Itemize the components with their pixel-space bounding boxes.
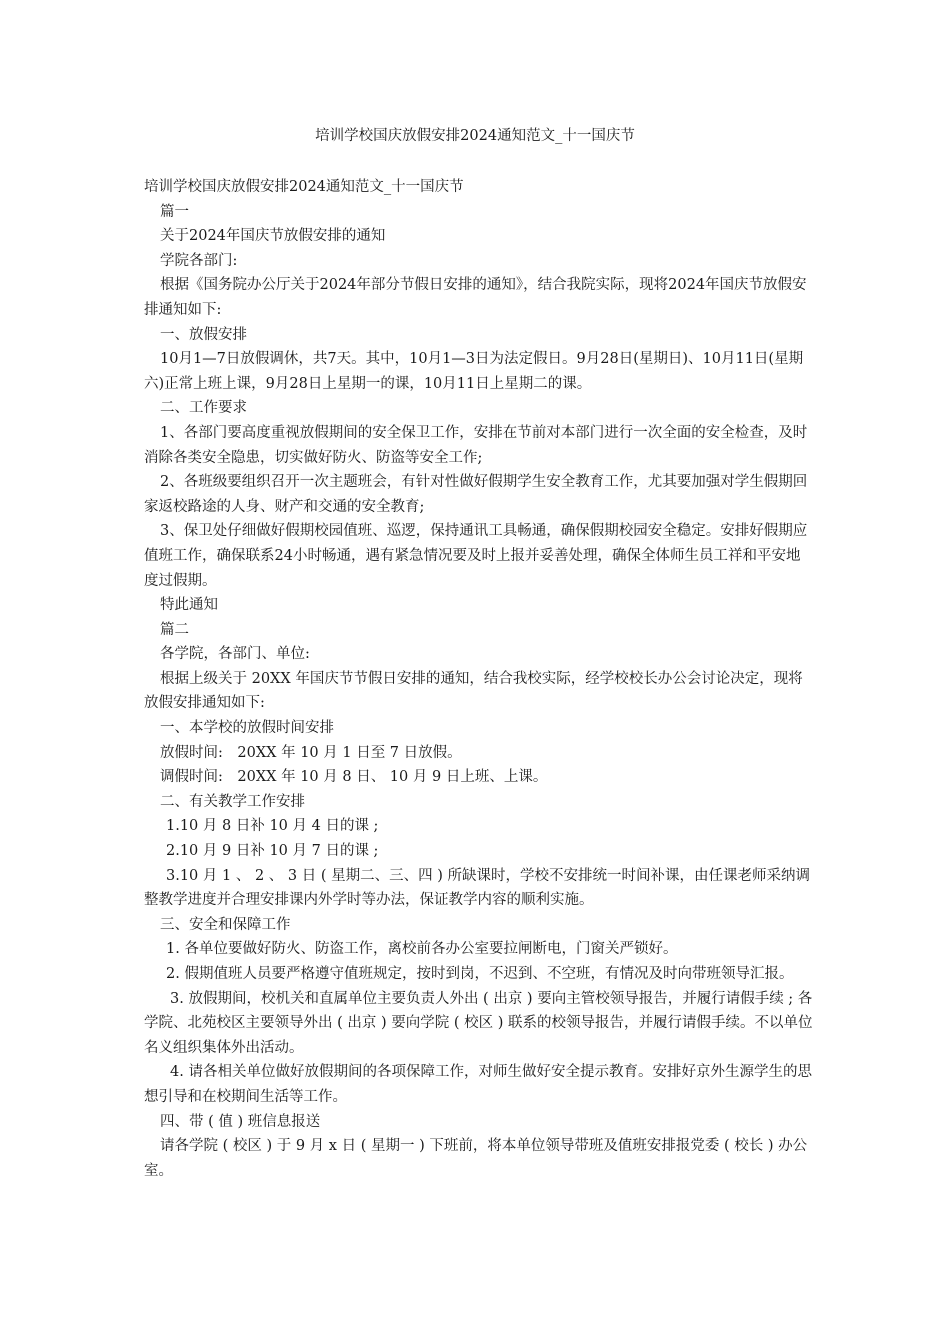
section-heading: 二、工作要求 — [160, 400, 247, 417]
paragraph: 4. 请各相关单位做好放假期间的各项保障工作，对师生做好安全提示教育。安排好京外生源学生的思想引导和在校期间生活等工作。 — [144, 1064, 812, 1105]
paragraph: 2、各班级要组织召开一次主题班会，有针对性做好假期学生安全教育工作，尤其要加强对学生假期回家返校路途的人身、财产和交通的安全教育; — [144, 474, 808, 515]
section-heading: 一、放假安排 — [160, 326, 247, 343]
paragraph: 调假时间: 20XX 年 10 月 8 日、 10 月 9 日上班、上课。 — [160, 769, 548, 786]
paragraph: 2.10 月 9 日补 10 月 7 日的课 ; — [166, 843, 379, 860]
paragraph: 1.10 月 8 日补 10 月 4 日的课 ; — [166, 818, 379, 835]
paragraph: 请各学院 ( 校区 ) 于 9 月 x 日 ( 星期一 ) 下班前，将本单位领导带班及值班安排报党委 ( 校长 ) 办公室。 — [144, 1138, 808, 1179]
section-heading: 四、带 ( 值 ) 班信息报送 — [160, 1113, 321, 1130]
paragraph: 学院各部门: — [160, 252, 238, 269]
section-heading: 三、安全和保障工作 — [160, 916, 291, 933]
paragraph: 根据《国务院办公厅关于2024年部分节假日安排的通知》，结合我院实际，现将2024年国庆节放假安排通知如下: — [144, 277, 807, 318]
section-heading: 一、本学校的放假时间安排 — [160, 720, 334, 737]
section-heading: 二、有关教学工作安排 — [160, 793, 305, 810]
paragraph: 3.10 月 1 、 2 、 3 日 ( 星期二、三、四 ) 所缺课时，学校不安排统一时间补课，由任课老师采纳调整教学进度并合理安排课内外学时等办法，保证教学内容的顺利实施。 — [144, 867, 810, 909]
paragraph: 2. 假期值班人员要严格遵守值班规定，按时到岗，不迟到、不空班，有情况及时向带班领导汇报。 — [166, 966, 794, 982]
paragraph: 关于2024年国庆节放假安排的通知 — [160, 228, 386, 245]
paragraph: 1. 各单位要做好防火、防盗工作，离校前各办公室要拉闸断电，门窗关严锁好。 — [166, 941, 678, 958]
paragraph: 1、各部门要高度重视放假期间的安全保卫工作，安排在节前对本部门进行一次全面的安全检查，及时消除各类安全隐患，切实做好防火、防盗等安全工作; — [144, 424, 808, 466]
paragraph: 3. 放假期间，校机关和直属单位主要负责人外出 ( 出京 ) 要向主管校领导报告，并履行请假手续 ; 各学院、北苑校区主要领导外出 ( 出京 ) 要向学院 ( 校区 ) 联系的校领导报告，并履行请假手续。不以单位名义组织集体外出活动。 — [144, 990, 813, 1056]
section-heading: 篇二 — [160, 621, 189, 638]
paragraph: 10月1—7日放假调休，共7天。其中，10月1—3日为法定假日。9月28日(星期日)、10月11日(星期六)正常上班上课，9月28日上星期一的课，10月11日上星期二的课。 — [144, 351, 804, 392]
paragraph: 培训学校国庆放假安排2024通知范文_十一国庆节 — [144, 179, 464, 195]
paragraph: 放假时间: 20XX 年 10 月 1 日至 7 日放假。 — [160, 744, 462, 761]
paragraph: 3、保卫处仔细做好假期校园值班、巡逻，保持通讯工具畅通，确保假期校园安全稳定。安排好假期应值班工作，确保联系24小时畅通，遇有紧急情况要及时上报并妥善处理，确保全体师生员工祥和平安地度过假期。 — [144, 523, 808, 589]
section-heading: 篇一 — [160, 203, 189, 220]
paragraph: 根据上级关于 20XX 年国庆节节假日安排的通知，结合我校实际，经学校校长办公会讨论决定，现将放假安排通知如下: — [144, 670, 803, 712]
document-body — [144, 175, 814, 1183]
page-title: 培训学校国庆放假安排2024通知范文_十一国庆节 — [315, 128, 635, 144]
paragraph: 特此通知 — [160, 597, 218, 614]
paragraph: 各学院，各部门、单位: — [160, 646, 310, 663]
